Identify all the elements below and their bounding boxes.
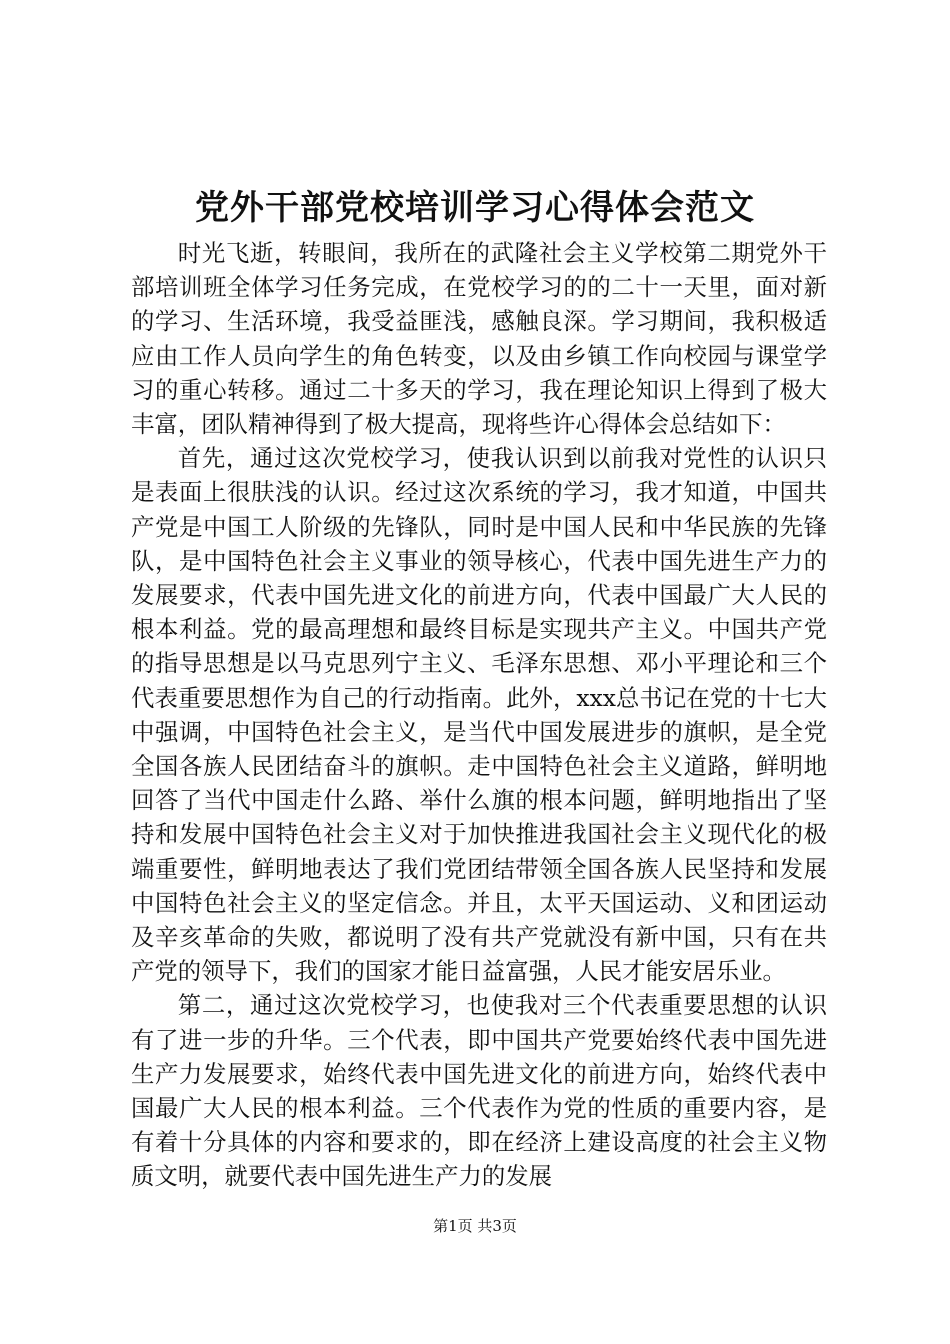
document-title: 党外干部党校培训学习心得体会范文 [195, 188, 755, 228]
paragraph-second-point: 第二，通过这次党校学习，也使我对三个代表重要思想的认识有了进一步的升华。三个代表，即中国共产党要始终代表中国先进生产力发展要求，始终代表中国先进文化的前进方向，始终代表中国最广大人民的根本利益。三个代表作为党的性质的重要内容，是有着十分具体的内容和要求的，即在经济上建设高度的社会主义物质文明，就要代表中国先进生产力的发展 [131, 991, 827, 1191]
paragraph-first-point: 首先，通过这次党校学习，使我认识到以前我对党性的认识只是表面上很肤浅的认识。经过这次系统的学习，我才知道，中国共产党是中国工人阶级的先锋队，同时是中国人民和中华民族的先锋队，是中国特色社会主义事业的领导核心，代表中国先进生产力的发展要求，代表中国先进文化的前进方向，代表中国最广大人民的根本利益。党的最高理想和最终目标是实现共产主义。中国共产党的指导思想是以马克思列宁主义、毛泽东思想、邓小平理论和三个代表重要思想作为自己的行动指南。此外，xxx总书记在党的十七大中强调，中国特色社会主义，是当代中国发展进步的旗帜，是全党全国各族人民团结奋斗的旗帜。走中国特色社会主义道路，鲜明地回答了当代中国走什么路、举什么旗的根本问题，鲜明地指出了坚持和发展中国特色社会主义对于加快推进我国社会主义现代化的极端重要性，鲜明地表达了我们党团结带领全国各族人民坚持和发展中国特色社会主义的坚定信念。并且，太平天国运动、义和团运动及辛亥革命的失败，都说明了没有共产党就没有新中国，只有在共产党的领导下，我们的国家才能日益富强，人民才能安居乐业。 [131, 444, 827, 986]
page-number-footer: 第1页 共3页 [433, 1217, 517, 1235]
paragraph-intro: 时光飞逝，转眼间，我所在的武隆社会主义学校第二期党外干部培训班全体学习任务完成，在党校学习的的二十一天里，面对新的学习、生活环境，我受益匪浅，感触良深。学习期间，我积极适应由工作人员向学生的角色转变，以及由乡镇工作向校园与课堂学习的重心转移。通过二十多天的学习，我在理论知识上得到了极大丰富，团队精神得到了极大提高，现将些许心得体会总结如下： [131, 239, 827, 439]
document-body [131, 236, 827, 1194]
